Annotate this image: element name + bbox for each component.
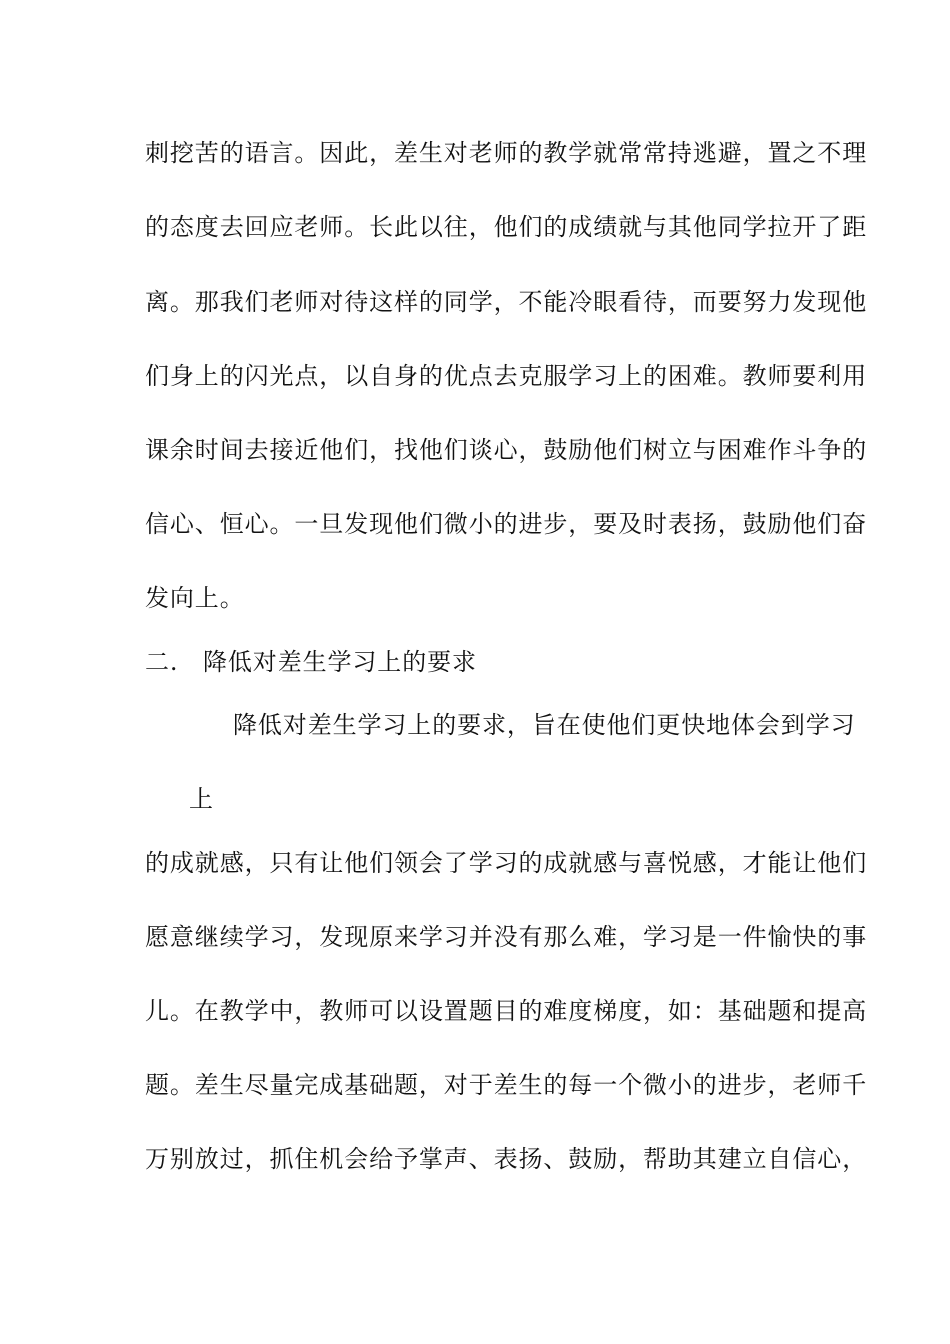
paragraph-line: 课余时间去接近他们，找他们谈心，鼓励他们树立与困难作斗争的: [145, 436, 868, 464]
paragraph-line: 万别放过，抓住机会给予掌声、表扬、鼓励，帮助其建立自信心，: [145, 1145, 868, 1173]
paragraph-line: 愿意继续学习，发现原来学习并没有那么难，学习是一件愉快的事: [145, 923, 868, 951]
paragraph-line: 的成就感，只有让他们领会了学习的成就感与喜悦感，才能让他们: [145, 849, 868, 877]
paragraph-line: 信心、恒心。一旦发现他们微小的进步，要及时表扬，鼓励他们奋: [145, 510, 868, 538]
paragraph-line: 离。那我们老师对待这样的同学，不能冷眼看待，而要努力发现他: [145, 288, 868, 316]
paragraph-line: 的态度去回应老师。长此以往，他们的成绩就与其他同学拉开了距: [145, 213, 868, 241]
section-heading: [145, 647, 477, 677]
section-number: 二.: [145, 648, 179, 676]
paragraph-line: 上: [189, 785, 214, 813]
paragraph-line: 们身上的闪光点，以自身的优点去克服学习上的困难。教师要利用: [145, 362, 868, 390]
paragraph-line: 发向上。: [145, 584, 245, 612]
paragraph-line: 刺挖苦的语言。因此，差生对老师的教学就常常持逃避，置之不理: [145, 139, 868, 167]
section-title: 降低对差生学习上的要求: [203, 648, 477, 676]
paragraph-line: 降低对差生学习上的要求，旨在使他们更快地体会到学习: [233, 711, 856, 739]
paragraph-line: 儿。在教学中，教师可以设置题目的难度梯度，如：基础题和提高: [145, 997, 868, 1025]
paragraph-line: 题。差生尽量完成基础题，对于差生的每一个微小的进步，老师千: [145, 1071, 868, 1099]
